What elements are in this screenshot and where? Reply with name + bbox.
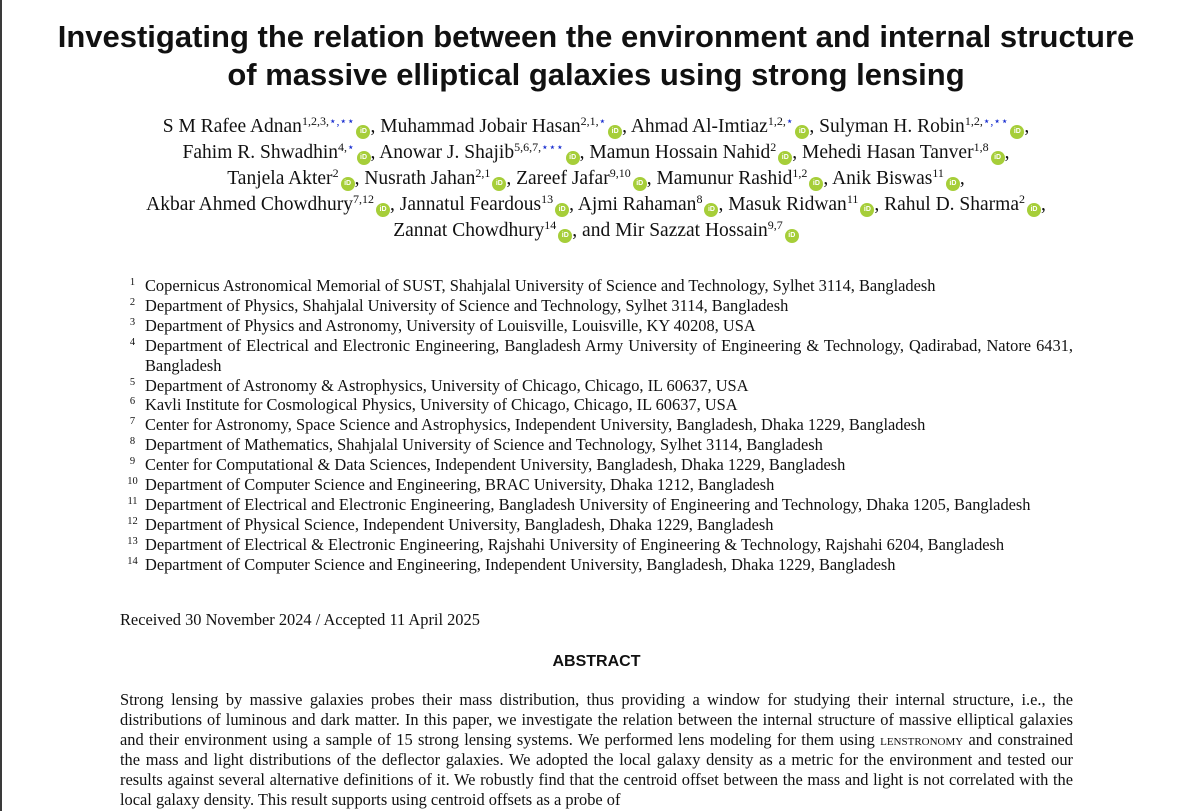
affiliation-text: Department of Electrical & Electronic Engineering, Rajshahi University of Engineering & Technology, Rajshahi 6204, Bangladesh: [145, 534, 1005, 554]
author-name: Zannat Chowdhury: [393, 220, 545, 241]
author-affiliation-marks: [932, 166, 944, 180]
affiliation-numbers: 5,6,7,: [514, 140, 542, 154]
affiliation-numbers: 9,10: [609, 166, 631, 180]
affiliation-number: 14: [127, 555, 138, 567]
affiliation-number: 8: [129, 436, 136, 448]
affiliation-number: 11: [127, 495, 138, 507]
author-affiliation-marks: [768, 114, 794, 128]
author: [832, 168, 965, 189]
orcid-icon[interactable]: iD: [357, 151, 371, 165]
author-name: Fahim R. Shwadhin: [182, 142, 338, 163]
affiliation-text: Department of Electrical and Electronic Engineering, Bangladesh University of Engineering and Technology, Dhaka 1205, Bangladesh: [145, 494, 1031, 514]
author-separator: ,: [370, 116, 381, 137]
orcid-icon[interactable]: iD: [566, 151, 580, 165]
author: [615, 220, 799, 241]
affiliation-text: Department of Physics and Astronomy, University of Louisville, Louisville, KY 40208, USA: [145, 315, 756, 335]
author-name: Anik Biswas: [832, 168, 933, 189]
author-line: [40, 218, 1152, 244]
footnote-star: ⋆,⋆⋆: [982, 114, 1009, 128]
affiliation-numbers: 1,2,: [964, 114, 983, 128]
author: [631, 116, 819, 137]
affiliation-item: [120, 495, 1073, 515]
author: [802, 142, 1009, 163]
author-separator: ,: [959, 168, 965, 189]
author: [183, 142, 380, 163]
author-separator: ,: [569, 194, 578, 215]
orcid-icon[interactable]: iD: [1027, 203, 1041, 217]
affiliation-item: [120, 395, 1073, 415]
author-separator: ,: [809, 116, 820, 137]
affiliation-item: [120, 535, 1073, 555]
author-separator: ,: [622, 116, 631, 137]
affiliation-numbers: 2,1,: [580, 114, 599, 128]
author-name: Sulyman H. Robin: [819, 116, 965, 137]
affiliation-item: [120, 316, 1073, 336]
affiliation-text: Center for Computational & Data Sciences, Independent University, Bangladesh, Dhaka 1229, Bangladesh: [145, 455, 846, 475]
affiliation-numbers: 13: [541, 192, 554, 206]
affiliation-text: Department of Physics, Shahjalal University of Science and Technology, Sylhet 3114, Bangladesh: [145, 295, 789, 315]
affiliation-number: 13: [127, 535, 138, 547]
affiliation-item: [120, 555, 1073, 575]
affiliation-item: [120, 435, 1073, 455]
affiliation-text: Department of Electrical and Electronic Engineering, Bangladesh Army University of Engineering & Technology, Qadirabad, Natore 6431, Bangladesh: [145, 335, 1073, 375]
orcid-icon[interactable]: iD: [991, 151, 1005, 165]
affiliation-numbers: 4,: [338, 140, 347, 154]
author: [393, 220, 615, 241]
affiliation-item: [120, 415, 1073, 435]
author-name: Mamunur Rashid: [656, 168, 793, 189]
author: [516, 168, 656, 189]
author-separator: ,: [579, 142, 590, 163]
affiliation-number: 9: [129, 456, 136, 468]
orcid-icon[interactable]: iD: [1010, 125, 1024, 139]
abstract-text: [120, 690, 1073, 810]
author-affiliation-marks: [768, 218, 783, 232]
affiliation-number: 7: [129, 416, 136, 428]
author-separator: ,: [370, 142, 380, 163]
affiliation-number: 4: [129, 336, 136, 348]
abstract-heading: ABSTRACT: [552, 653, 641, 670]
affiliation-text: Department of Mathematics, Shahjalal University of Science and Technology, Sylhet 3114, Bangladesh: [145, 435, 823, 455]
author-name: Ajmi Rahaman: [577, 194, 697, 215]
affiliation-numbers: 2,1: [475, 166, 491, 180]
affiliation-item: [120, 515, 1073, 535]
orcid-icon[interactable]: iD: [785, 229, 799, 243]
author-affiliation-marks: [974, 140, 989, 154]
affiliation-text: Department of Physical Science, Independent University, Bangladesh, Dhaka 1229, Bangladesh: [145, 514, 774, 534]
orcid-icon[interactable]: iD: [558, 229, 572, 243]
author: [819, 116, 1029, 137]
author-affiliation-marks: [847, 192, 859, 206]
affiliation-number: 2: [129, 296, 136, 308]
author: [163, 116, 380, 137]
orcid-icon[interactable]: iD: [356, 125, 370, 139]
orcid-icon[interactable]: iD: [946, 177, 960, 191]
author-separator: ,: [1004, 142, 1010, 163]
author-name: Muhammad Jobair Hasan: [380, 116, 581, 137]
affiliation-numbers: 1,2,: [767, 114, 786, 128]
author-line: [40, 166, 1152, 192]
affiliation-number: 10: [127, 476, 138, 488]
affiliation-number: 5: [129, 376, 136, 388]
author-affiliation-marks: [514, 140, 564, 154]
affiliation-text: Department of Computer Science and Engineering, BRAC University, Dhaka 1212, Bangladesh: [145, 475, 775, 495]
affiliation-numbers: 1,8: [973, 140, 989, 154]
author-affiliation-marks: [338, 140, 355, 154]
orcid-icon[interactable]: iD: [704, 203, 718, 217]
author-separator: ,: [718, 194, 729, 215]
author-affiliation-marks: [770, 140, 776, 154]
orcid-icon[interactable]: iD: [341, 177, 355, 191]
author-affiliation-marks: [475, 166, 490, 180]
author-list: [40, 114, 1152, 244]
affiliation-item: [120, 376, 1073, 396]
author-affiliation-marks: [965, 114, 1009, 128]
orcid-icon[interactable]: iD: [376, 203, 390, 217]
affiliation-numbers: 9,7: [767, 218, 783, 232]
affiliation-numbers: 11: [846, 192, 859, 206]
affiliation-text: Copernicus Astronomical Memorial of SUST, Shahjalal University of Science and Technology, Sylhet 3114, Bangladesh: [145, 276, 936, 295]
author-name: Mamun Hossain Nahid: [589, 142, 771, 163]
author-line: [40, 192, 1152, 218]
footnote-star: ⋆⋆⋆: [541, 140, 564, 154]
affiliation-item: [120, 276, 1073, 296]
affiliation-number: 12: [127, 515, 138, 527]
author-separator: ,: [506, 168, 517, 189]
affiliation-item: [120, 455, 1073, 475]
author-separator: ,: [1040, 194, 1046, 215]
author-separator: , and: [572, 220, 616, 241]
affiliation-item: [120, 336, 1073, 376]
author-name: Jannatul Feardous: [399, 194, 542, 215]
affiliation-number: 6: [129, 396, 136, 408]
affiliation-numbers: 8: [696, 192, 703, 206]
affiliation-number: 1: [129, 277, 136, 288]
affiliation-numbers: 1,2: [792, 166, 808, 180]
author-name: Mir Sazzat Hossain: [615, 220, 768, 241]
affiliation-numbers: 1,2,3,: [301, 114, 329, 128]
orcid-icon[interactable]: iD: [795, 125, 809, 139]
author: [379, 142, 589, 163]
footnote-star: ⋆: [598, 114, 607, 128]
author-name: Nusrath Jahan: [364, 168, 476, 189]
author: [380, 116, 631, 137]
affiliation-text: Center for Astronomy, Space Science and Astrophysics, Independent University, Bangladesh, Dhaka 1229, Bangladesh: [145, 415, 926, 435]
author-affiliation-marks: [581, 114, 607, 128]
affiliation-numbers: 2: [1018, 192, 1025, 206]
author-line: [40, 114, 1152, 140]
affiliation-text: Department of Astronomy & Astrophysics, University of Chicago, Chicago, IL 60637, USA: [145, 375, 749, 395]
author: [400, 194, 578, 215]
author: [146, 194, 400, 215]
affiliation-numbers: 11: [932, 166, 944, 180]
author: [656, 168, 832, 189]
orcid-icon[interactable]: iD: [809, 177, 823, 191]
author: [589, 142, 802, 163]
abstract-part-2: and constrained the mass and light distributions of the deflector galaxies. We adopted the local galaxy density as a metric for the environment and tested our results against several alternative definitions of it. We robustly find that the centroid offset between the mass and light is not correlated with the local galaxy density. This result supports using centroid offsets as a probe of: [120, 730, 1073, 809]
footnote-star: ⋆: [347, 140, 355, 154]
orcid-icon[interactable]: iD: [555, 203, 569, 217]
affiliation-item: [120, 475, 1073, 495]
author-name: Masuk Ridwan: [728, 194, 847, 215]
author: [364, 168, 516, 189]
affiliation-number: 3: [129, 316, 136, 328]
author-line: [40, 140, 1152, 166]
affiliation-list: [120, 276, 1073, 575]
affiliation-numbers: 7,12: [353, 192, 375, 206]
author-separator: ,: [823, 168, 833, 189]
affiliation-item: [120, 296, 1073, 316]
author-affiliation-marks: [610, 166, 631, 180]
orcid-icon[interactable]: iD: [778, 151, 792, 165]
author-affiliation-marks: [696, 192, 702, 206]
author-separator: ,: [390, 194, 400, 215]
page-edge: [0, 0, 2, 811]
author: [884, 194, 1046, 215]
author-affiliation-marks: [792, 166, 807, 180]
affiliation-text: Kavli Institute for Cosmological Physics, University of Chicago, Chicago, IL 60637, USA: [145, 395, 738, 415]
footnote-star: ⋆,⋆⋆: [328, 114, 355, 128]
author-name: Mehedi Hasan Tanver: [802, 142, 974, 163]
author-affiliation-marks: [544, 218, 556, 232]
author-name: Ahmad Al-Imtiaz: [630, 116, 768, 137]
author-affiliation-marks: [353, 192, 374, 206]
abstract-software-name: lenstronomy: [880, 730, 964, 749]
author-separator: ,: [792, 142, 803, 163]
orcid-icon[interactable]: iD: [633, 177, 647, 191]
received-date: Received 30 November 2024 / Accepted 11 April 2025: [120, 610, 480, 629]
orcid-icon[interactable]: iD: [860, 203, 874, 217]
affiliation-numbers: 2: [332, 166, 339, 180]
author-separator: ,: [874, 194, 885, 215]
orcid-icon[interactable]: iD: [608, 125, 622, 139]
author-name: Anowar J. Shajib: [379, 142, 515, 163]
author-affiliation-marks: [541, 192, 553, 206]
author-name: Tanjela Akter: [227, 168, 333, 189]
author-name: S M Rafee Adnan: [162, 116, 302, 137]
paper-title: Investigating the relation between the environment and internal structure of massive elliptical galaxies using strong lensing: [57, 19, 1135, 92]
footnote-star: ⋆: [785, 114, 794, 128]
author-name: Zareef Jafar: [516, 168, 610, 189]
affiliation-text: Department of Computer Science and Engineering, Independent University, Bangladesh, Dhaka 1229, Bangladesh: [145, 554, 896, 574]
author: [728, 194, 884, 215]
affiliation-numbers: 14: [544, 218, 557, 232]
author-affiliation-marks: [333, 166, 339, 180]
author-affiliation-marks: [302, 114, 355, 128]
author-affiliation-marks: [1019, 192, 1025, 206]
author-name: Akbar Ahmed Chowdhury: [146, 194, 354, 215]
author-separator: ,: [1024, 116, 1030, 137]
author: [227, 168, 364, 189]
author-separator: ,: [646, 168, 657, 189]
abstract-part-1: Strong lensing by massive galaxies probes their mass distribution, thus providing a window for studying their internal structure, i.e., the distributions of luminous and dark matter. In this paper, we investigate the relation between the internal structure of massive elliptical galaxies and their environment using a sample of 15 strong lensing systems. We performed lens modeling for them using: [120, 690, 1073, 749]
author-separator: ,: [354, 168, 365, 189]
author-name: Rahul D. Sharma: [884, 194, 1019, 215]
affiliation-numbers: 2: [770, 140, 777, 154]
orcid-icon[interactable]: iD: [492, 177, 506, 191]
author: [578, 194, 728, 215]
